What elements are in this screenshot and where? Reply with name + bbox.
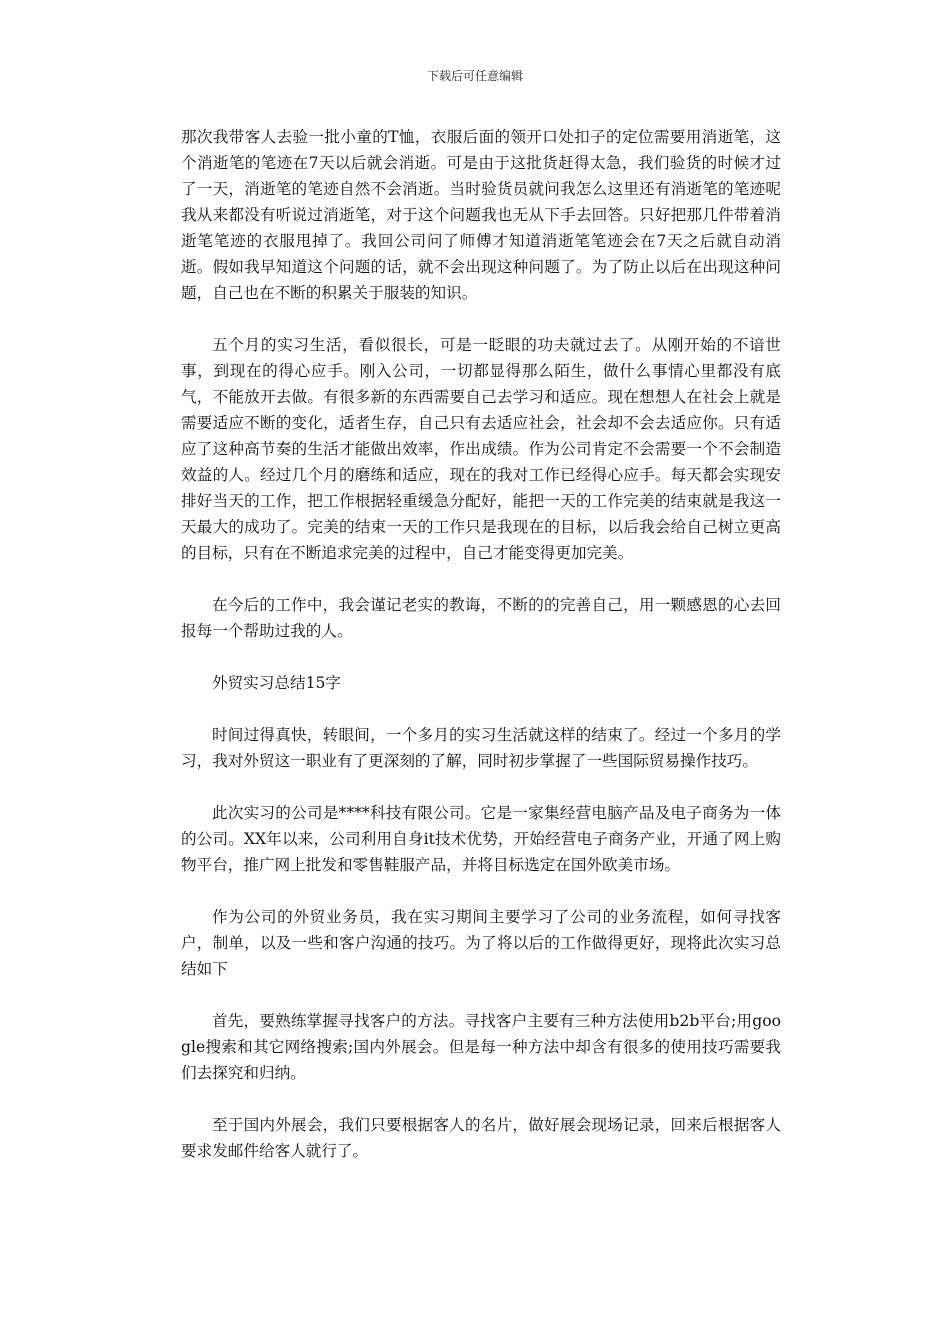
paragraph-6: 作为公司的外贸业务员，我在实习期间主要学习了公司的业务流程，如何寻找客户，制单，以及一些和客户沟通的技巧。为了将以后的工作做得更好，现将此次实习总结如下 — [181, 908, 781, 978]
paragraph-7: 首先，要熟练掌握寻找客户的方法。寻找客户主要有三种方法使用b2b平台;用google搜索和其它网络搜索;国内外展会。但是每一种方法中却含有很多的使用技巧需要我们去探究和归纳。 — [181, 1012, 781, 1082]
section-heading: 外贸实习总结15字 — [212, 674, 341, 692]
paragraph-3: 在今后的工作中，我会谨记老实的教诲，不断的的完善自己，用一颗感恩的心去回报每一个帮助过我的人。 — [181, 596, 781, 640]
paragraph-5: 此次实习的公司是****科技有限公司。它是一家集经营电脑产品及电子商务为一体的公司。XX年以来，公司利用自身it技术优势，开始经营电子商务产业，开通了网上购物平台，推广网上批发和零售鞋服产品，并将目标选定在国外欧美市场。 — [181, 804, 781, 874]
paragraph-8: 至于国内外展会，我们只要根据客人的名片，做好展会现场记录，回来后根据客人要求发邮件给客人就行了。 — [181, 1116, 781, 1160]
page-header-note: 下载后可任意编辑 — [426, 69, 523, 83]
document-body — [181, 124, 781, 1190]
paragraph-2: 五个月的实习生活，看似很长，可是一眨眼的功夫就过去了。从刚开始的不谙世事，到现在的得心应手。刚入公司，一切都显得那么陌生，做什么事情心里都没有底气，不能放开去做。有很多新的东西需要自己去学习和适应。现在想想人在社会上就是需要适应不断的变化，适者生存，自己只有去适应社会，社会却不会去适应你。只有适应了这种高节奏的生活才能做出效率，作出成绩。作为公司肯定不会需要一个不会制造效益的人。经过几个月的磨练和适应，现在的我对工作已经得心应手。每天都会实现安排好当天的工作，把工作根据轻重缓急分配好，能把一天的工作完美的结束就是我这一天最大的成功了。完美的结束一天的工作只是我现在的目标，以后我会给自己树立更高的目标，只有在不断追求完美的过程中，自己才能变得更加完美。 — [181, 336, 781, 562]
paragraph-4: 时间过得真快，转眼间，一个多月的实习生活就这样的结束了。经过一个多月的学习，我对外贸这一职业有了更深刻的了解，同时初步掌握了一些国际贸易操作技巧。 — [181, 726, 781, 770]
paragraph-1: 那次我带客人去验一批小童的T恤，衣服后面的领开口处扣子的定位需要用消逝笔，这个消逝笔的笔迹在7天以后就会消逝。可是由于这批货赶得太急，我们验货的时候才过了一天，消逝笔的笔迹自然不会消逝。当时验货员就问我怎么这里还有消逝笔的笔迹呢我从来都没有听说过消逝笔，对于这个问题我也无从下手去回答。只好把那几件带着消逝笔笔迹的衣服甩掉了。我回公司问了师傅才知道消逝笔笔迹会在7天之后就自动消逝。假如我早知道这个问题的话，就不会出现这种问题了。为了防止以后在出现这种问题，自己也在不断的积累关于服装的知识。 — [181, 128, 781, 302]
